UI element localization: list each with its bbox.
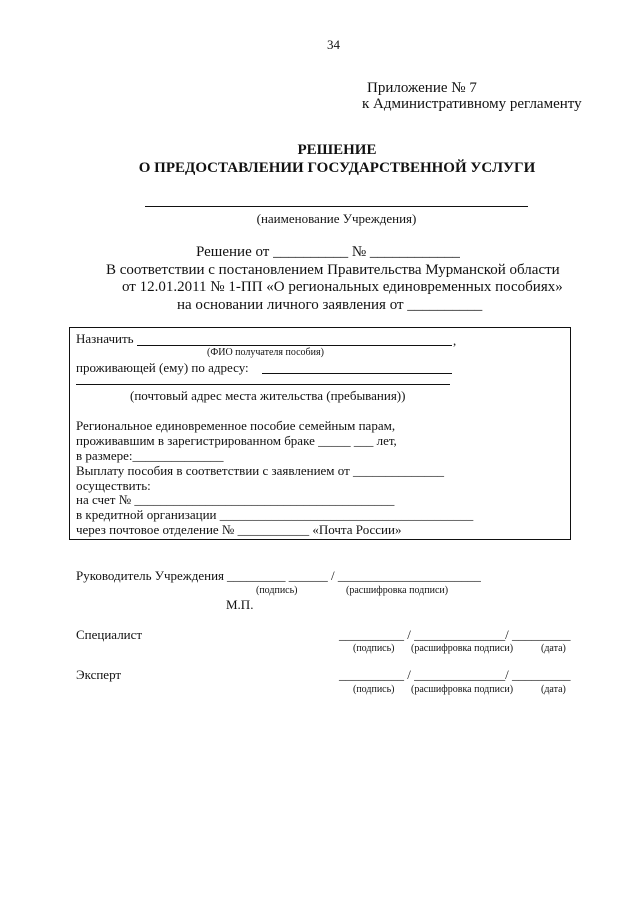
specialist-caption-decode: (расшифровка подписи) bbox=[411, 643, 514, 654]
title-line-1: РЕШЕНИЕ bbox=[297, 142, 377, 158]
head-caption-decode: (расшифровка подписи) bbox=[346, 585, 449, 596]
specialist-caption-signature: (подпись) bbox=[353, 643, 395, 654]
payment-line: Выплату пособия в соответствии с заявлением от ______________ bbox=[76, 463, 445, 478]
specialist-label: Специалист bbox=[76, 627, 143, 642]
title-line-2: О ПРЕДОСТАВЛЕНИИ ГОСУДАРСТВЕННОЙ УСЛУГИ bbox=[138, 160, 536, 176]
account-line: на счет № ________________________________________ bbox=[76, 492, 395, 507]
head-label: Руководитель Учреждения bbox=[76, 568, 225, 583]
expert-label: Эксперт bbox=[76, 667, 122, 682]
amount-line: в размере:______________ bbox=[76, 448, 224, 463]
assign-comma: , bbox=[453, 333, 457, 348]
head-caption-signature: (подпись) bbox=[256, 585, 298, 596]
decision-basis-line-3: на основании личного заявления от __________ bbox=[177, 297, 483, 313]
decision-date-number: Решение от __________ № ____________ bbox=[196, 244, 460, 260]
institution-name-line bbox=[145, 206, 528, 207]
appendix-line-1: Приложение № 7 bbox=[367, 80, 477, 96]
expert-caption-decode: (расшифровка подписи) bbox=[411, 684, 514, 695]
head-signature-fields: _________ ______ / ______________________ bbox=[227, 568, 481, 583]
page-number: 34 bbox=[327, 37, 340, 52]
benefit-line-2: проживавшим в зарегистрированном браке _____ ___ лет, bbox=[76, 433, 397, 448]
assign-label: Назначить bbox=[76, 331, 134, 346]
benefit-line-1: Региональное единовременное пособие семейным парам, bbox=[76, 418, 396, 433]
decision-basis-line-1: В соответствии с постановлением Правительства Мурманской области bbox=[106, 262, 560, 278]
credit-org-line: в кредитной организации _______________________________________ bbox=[76, 507, 474, 522]
address-caption: (почтовый адрес места жительства (пребывания)) bbox=[130, 388, 406, 403]
institution-caption: (наименование Учреждения) bbox=[256, 211, 417, 226]
address-line-1 bbox=[262, 373, 452, 374]
residing-label: проживающей (ему) по адресу: bbox=[76, 360, 249, 375]
decision-basis-line-2: от 12.01.2011 № 1-ПП «О региональных единовременных пособиях» bbox=[122, 279, 563, 295]
fio-caption: (ФИО получателя пособия) bbox=[207, 347, 324, 358]
appendix-line-2: к Административному регламенту bbox=[362, 96, 582, 112]
post-office-line: через почтовое отделение № ___________ «Почта России» bbox=[76, 522, 402, 537]
specialist-fields: __________ / ______________/ _________ bbox=[339, 627, 571, 642]
specialist-caption-date: (дата) bbox=[541, 643, 566, 654]
carry-out-label: осуществить: bbox=[76, 478, 151, 493]
expert-fields: __________ / ______________/ _________ bbox=[339, 667, 571, 682]
address-line-2 bbox=[76, 384, 450, 385]
recipient-name-line bbox=[137, 345, 452, 346]
expert-caption-date: (дата) bbox=[541, 684, 566, 695]
expert-caption-signature: (подпись) bbox=[353, 684, 395, 695]
stamp-place: М.П. bbox=[226, 597, 254, 612]
